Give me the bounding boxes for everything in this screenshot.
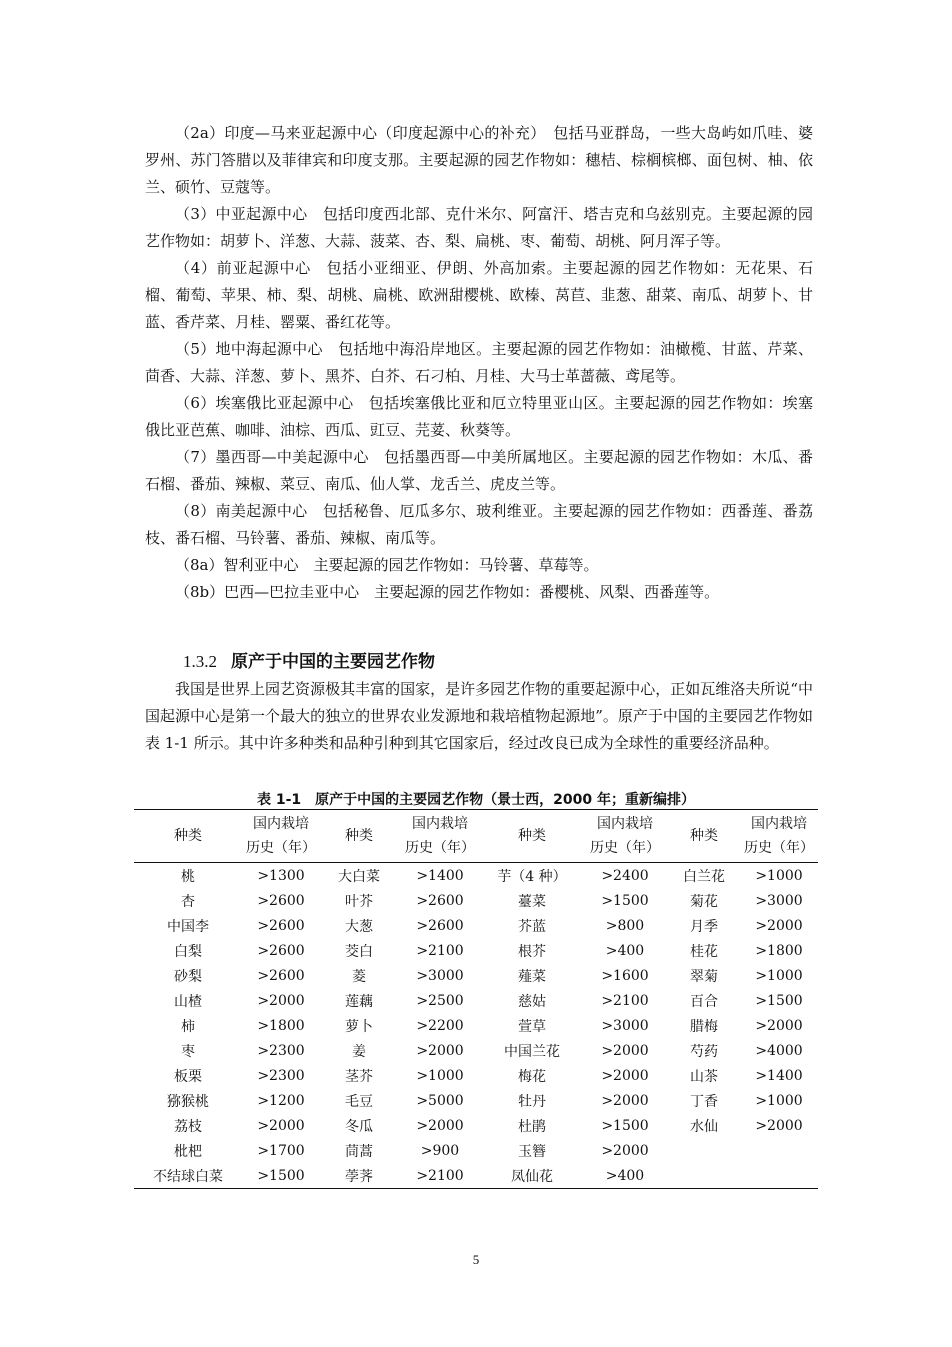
crop-name-cell: 水仙 — [690, 1118, 718, 1135]
table-row — [134, 1013, 818, 1038]
header-history-line2: 历史（年） — [590, 840, 660, 856]
origin-center-paragraph: （2a）印度—马来亚起源中心（印度起源中心的补充） 包括马亚群岛，一些大岛屿如爪哇、婆罗州、苏门答腊以及菲律宾和印度支那。主要起源的园艺作物如：穗桔、棕榈槟榔、面包树、柚、依兰、硕竹、豆蔻等。 — [145, 124, 813, 196]
origin-center-paragraph: （8a）智利亚中心 主要起源的园艺作物如：马铃薯、草莓等。 — [175, 556, 599, 574]
header-kind: 种类 — [518, 828, 546, 844]
history-cell: >2600 — [257, 892, 305, 909]
crop-name-cell: 猕猴桃 — [167, 1093, 209, 1110]
history-cell: >1500 — [601, 1117, 649, 1134]
history-cell: >2000 — [601, 1142, 649, 1159]
crop-name-cell: 大葱 — [345, 918, 373, 935]
crop-name-cell: 腊梅 — [690, 1018, 718, 1035]
header-history-line2: 历史（年） — [246, 840, 316, 856]
crop-name-cell: 芍药 — [690, 1043, 718, 1060]
history-cell: >1300 — [257, 867, 305, 884]
history-cell: >3000 — [755, 892, 803, 909]
history-cell: >2000 — [601, 1067, 649, 1084]
history-cell: >2600 — [416, 892, 464, 909]
crop-name-cell: 山楂 — [174, 993, 202, 1010]
history-cell: >2600 — [257, 967, 305, 984]
origin-center-paragraph: （8b）巴西—巴拉圭亚中心 主要起源的园艺作物如：番樱桃、风梨、西番莲等。 — [175, 583, 720, 601]
header-history-line1: 国内栽培 — [412, 816, 468, 832]
history-cell: >1000 — [755, 967, 803, 984]
history-cell: >400 — [605, 942, 645, 959]
crop-name-cell: 芥蓝 — [518, 918, 546, 935]
crop-name-cell: 板栗 — [174, 1068, 202, 1085]
header-history-line1: 国内栽培 — [597, 816, 653, 832]
crop-name-cell: 百合 — [690, 993, 718, 1010]
table-row — [134, 1113, 818, 1138]
crop-name-cell: 薹菜 — [518, 893, 546, 910]
history-cell: >2600 — [257, 917, 305, 934]
history-cell: >2300 — [257, 1042, 305, 1059]
crop-name-cell: 白梨 — [174, 943, 202, 960]
crop-name-cell: 凤仙花 — [511, 1168, 553, 1185]
crop-name-cell: 杏 — [181, 893, 195, 910]
crop-name-cell: 薤菜 — [518, 968, 546, 985]
history-cell: >1000 — [416, 1067, 464, 1084]
crop-name-cell: 芋（4 种） — [497, 868, 567, 885]
crop-name-cell: 菊花 — [690, 893, 718, 910]
crop-name-cell: 荸荠 — [345, 1168, 373, 1185]
history-cell: >1800 — [755, 942, 803, 959]
history-cell: >2000 — [755, 917, 803, 934]
crop-name-cell: 柿 — [181, 1018, 195, 1035]
origin-center-paragraph: （6）埃塞俄比亚起源中心 包括埃塞俄比亚和厄立特里亚山区。主要起源的园艺作物如：埃塞俄比亚芭蕉、咖啡、油棕、西瓜、豇豆、芫荽、秋葵等。 — [145, 394, 813, 439]
header-history — [740, 810, 818, 863]
crop-name-cell: 菱 — [352, 968, 366, 985]
table-row — [134, 963, 818, 988]
crop-name-cell: 茭白 — [345, 943, 373, 960]
crop-name-cell: 叶芥 — [345, 893, 373, 910]
section-body-block — [145, 676, 813, 757]
crop-name-cell — [668, 1163, 740, 1189]
history-cell: >1400 — [416, 867, 464, 884]
history-cell: >4000 — [755, 1042, 803, 1059]
table-row — [134, 888, 818, 913]
history-cell: >1700 — [257, 1142, 305, 1159]
crop-name-cell: 丁香 — [690, 1093, 718, 1110]
table-row — [134, 863, 818, 889]
table-row — [134, 913, 818, 938]
header-history — [242, 810, 320, 863]
table-row — [134, 1163, 818, 1189]
history-cell: >2000 — [257, 992, 305, 1009]
header-kind: 种类 — [174, 828, 202, 844]
crop-name-cell: 杜鹃 — [518, 1118, 546, 1135]
header-history-line1: 国内栽培 — [751, 816, 807, 832]
history-cell: >1400 — [755, 1067, 803, 1084]
crop-name-cell: 大白菜 — [338, 868, 380, 885]
origin-center-paragraph: （5）地中海起源中心 包括地中海沿岸地区。主要起源的园艺作物如：油橄榄、甘蓝、芹菜、茴香、大蒜、洋葱、萝卜、黑芥、白芥、石刁柏、月桂、大马士革蔷薇、鸢尾等。 — [145, 340, 813, 385]
section-title: 原产于中国的主要园艺作物 — [231, 652, 435, 672]
crop-name-cell: 冬瓜 — [345, 1118, 373, 1135]
origin-center-paragraph: （3）中亚起源中心 包括印度西北部、克什米尔、阿富汗、塔吉克和乌兹别克。主要起源的园艺作物如：胡萝卜、洋葱、大蒜、菠菜、杏、梨、扁桃、枣、葡萄、胡桃、阿月浑子等。 — [145, 205, 813, 250]
history-cell: >1000 — [755, 867, 803, 884]
crop-name-cell: 牡丹 — [518, 1093, 546, 1110]
table-caption: 表 1-1 原产于中国的主要园艺作物（景士西，2000 年；重新编排） — [256, 792, 695, 808]
crop-name-cell: 姜 — [352, 1043, 366, 1060]
crop-name-cell: 白兰花 — [683, 868, 725, 885]
crop-name-cell: 毛豆 — [345, 1093, 373, 1110]
crop-name-cell: 荔枝 — [174, 1118, 202, 1135]
crop-name-cell: 中国李 — [167, 918, 209, 935]
history-cell: >1500 — [755, 992, 803, 1009]
history-cell: >2000 — [257, 1117, 305, 1134]
history-cell: >2100 — [416, 942, 464, 959]
crop-name-cell: 梅花 — [518, 1068, 546, 1085]
table-row — [134, 988, 818, 1013]
header-history-line2: 历史（年） — [405, 840, 475, 856]
history-cell: >800 — [605, 917, 645, 934]
table-row — [134, 1088, 818, 1113]
crop-name-cell: 不结球白菜 — [153, 1168, 223, 1185]
page-number: 5 — [472, 1252, 480, 1267]
history-cell: >2000 — [755, 1117, 803, 1134]
crop-name-cell: 山茶 — [690, 1068, 718, 1085]
crop-name-cell: 萝卜 — [345, 1018, 373, 1035]
history-cell: >5000 — [416, 1092, 464, 1109]
history-cell: >2100 — [416, 1167, 464, 1184]
history-cell: >400 — [605, 1167, 645, 1184]
crop-name-cell: 枣 — [181, 1043, 195, 1060]
header-kind: 种类 — [690, 828, 718, 844]
history-cell: >2500 — [416, 992, 464, 1009]
origin-center-paragraph: （8）南美起源中心 包括秘鲁、厄瓜多尔、玻利维亚。主要起源的园艺作物如：西番莲、番荔枝、番石榴、马铃薯、番茄、辣椒、南瓜等。 — [145, 502, 813, 547]
history-cell: >2100 — [601, 992, 649, 1009]
crop-name-cell: 枇杷 — [174, 1143, 202, 1160]
history-cell: >1000 — [755, 1092, 803, 1109]
history-cell: >1500 — [601, 892, 649, 909]
history-cell: >1600 — [601, 967, 649, 984]
header-history-line2: 历史（年） — [744, 840, 814, 856]
history-cell: >2000 — [601, 1042, 649, 1059]
history-cell: >2600 — [416, 917, 464, 934]
history-cell: >1800 — [257, 1017, 305, 1034]
history-cell — [740, 1138, 818, 1163]
section-body: 我国是世界上园艺资源极其丰富的国家，是许多园艺作物的重要起源中心，正如瓦维洛夫所说“中国起源中心是第一个最大的独立的世界农业发源地和栽培植物起源地”。原产于中国的主要园艺作物如表 1-1 所示。其中许多种类和品种引种到其它国家后，经过改良已成为全球性的重要经济品种。 — [145, 680, 813, 752]
history-cell: >2000 — [601, 1092, 649, 1109]
table-row — [134, 938, 818, 963]
header-history — [582, 810, 668, 863]
header-history-line1: 国内栽培 — [253, 816, 309, 832]
crop-name-cell: 月季 — [690, 918, 718, 935]
origin-center-paragraph: （4）前亚起源中心 包括小亚细亚、伊朗、外高加索。主要起源的园艺作物如：无花果、石榴、葡萄、苹果、柿、梨、胡桃、扁桃、欧洲甜樱桃、欧榛、莴苣、韭葱、甜菜、南瓜、胡萝卜、甘蓝、香芹菜、月桂、罂粟、番红花等。 — [145, 259, 813, 331]
table-header — [134, 810, 818, 863]
history-cell: >2200 — [416, 1017, 464, 1034]
crop-name-cell: 玉簪 — [518, 1143, 546, 1160]
crop-name-cell: 慈姑 — [518, 993, 546, 1010]
crop-name-cell: 中国兰花 — [504, 1043, 560, 1060]
history-cell: >1200 — [257, 1092, 305, 1109]
history-cell: >3000 — [601, 1017, 649, 1034]
header-history — [398, 810, 482, 863]
table-row — [134, 1063, 818, 1088]
crop-name-cell: 莲藕 — [345, 993, 373, 1010]
crop-name-cell: 茼蒿 — [345, 1143, 373, 1160]
history-cell: >2000 — [416, 1117, 464, 1134]
history-cell: >2400 — [601, 867, 649, 884]
history-cell — [740, 1163, 818, 1189]
history-cell: >2000 — [755, 1017, 803, 1034]
history-cell: >2600 — [257, 942, 305, 959]
table-row — [134, 1138, 818, 1163]
table-row — [134, 1038, 818, 1063]
crop-name-cell: 桂花 — [690, 943, 718, 960]
history-cell: >2000 — [416, 1042, 464, 1059]
crops-table — [134, 809, 818, 1189]
crop-name-cell: 桃 — [181, 868, 195, 885]
crop-name-cell: 翠菊 — [690, 968, 718, 985]
history-cell: >3000 — [416, 967, 464, 984]
crop-name-cell: 茎芥 — [345, 1068, 373, 1085]
history-cell: >900 — [420, 1142, 460, 1159]
section-heading — [183, 647, 435, 672]
header-kind: 种类 — [345, 828, 373, 844]
section-number: 1.3.2 — [183, 652, 217, 671]
history-cell: >2300 — [257, 1067, 305, 1084]
crop-name-cell: 萱草 — [518, 1018, 546, 1035]
crop-name-cell — [668, 1138, 740, 1163]
table-body — [134, 863, 818, 1189]
origin-centers-list — [145, 120, 813, 606]
crop-name-cell: 砂梨 — [174, 968, 202, 985]
origin-center-paragraph: （7）墨西哥—中美起源中心 包括墨西哥—中美所属地区。主要起源的园艺作物如：木瓜、番石榴、番茄、辣椒、菜豆、南瓜、仙人掌、龙舌兰、虎皮兰等。 — [145, 448, 813, 493]
history-cell: >1500 — [257, 1167, 305, 1184]
crop-name-cell: 根芥 — [518, 943, 546, 960]
